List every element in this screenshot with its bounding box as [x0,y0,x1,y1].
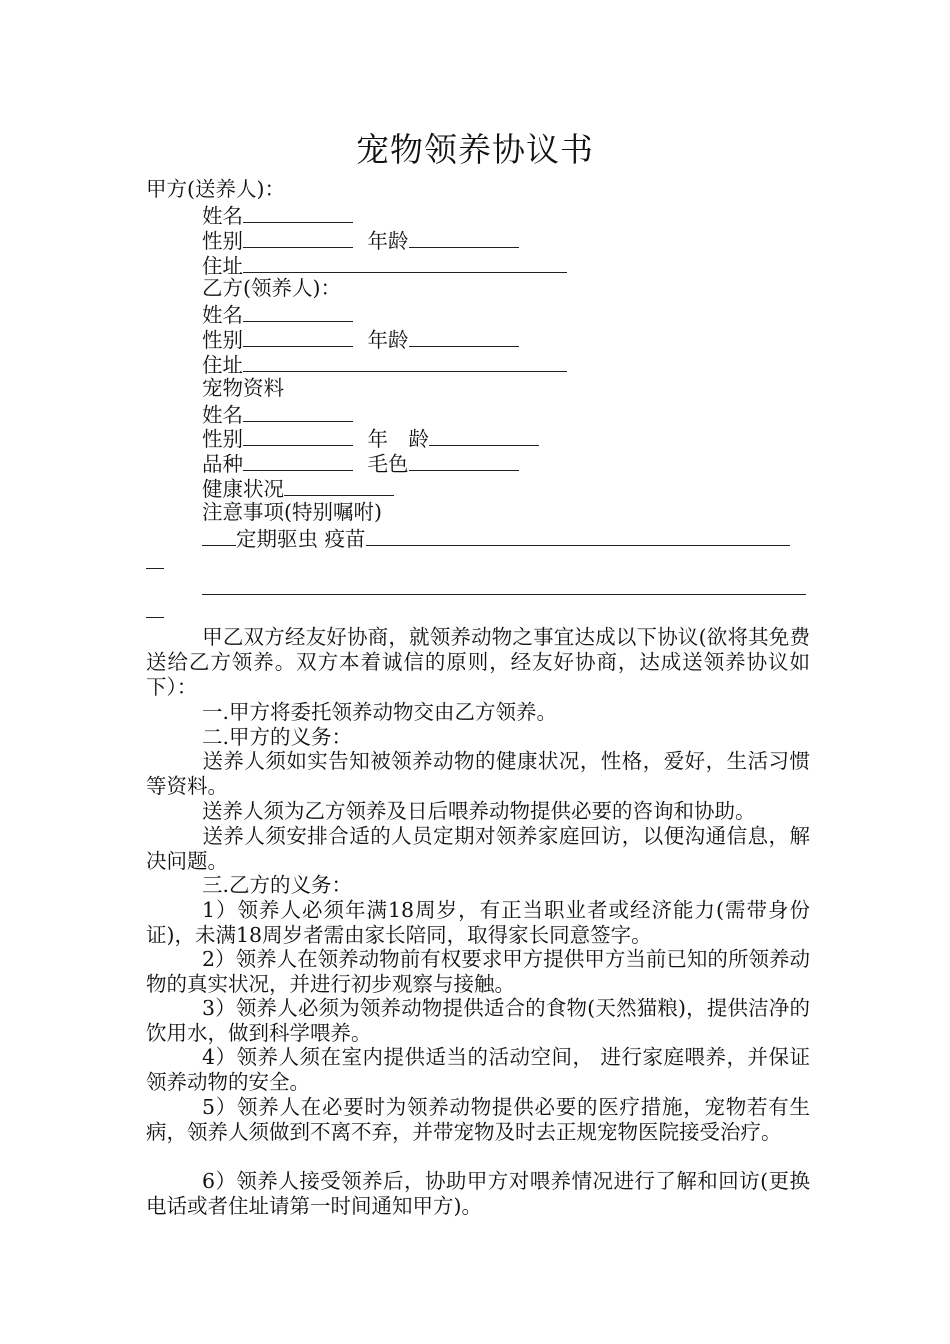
party-b-age-label: 年龄 [367,328,409,352]
party-a-heading: 甲方(送养人)： [146,177,285,201]
party-b-age-blank[interactable] [409,326,519,347]
section-2-p2-text: 送养人须为乙方领养及日后喂养动物提供必要的咨询和协助。 [202,799,756,823]
pet-heading: 宠物资料 [202,376,284,400]
party-b-gender-age-row [202,326,519,353]
item-6 [146,1169,810,1219]
party-a-gender-age-row [202,227,519,254]
pet-gender-blank[interactable] [243,425,353,446]
item-2 [146,947,810,997]
party-a-age-label: 年龄 [367,229,409,253]
section-2-p3 [146,824,810,874]
section-2-p3-text: 送养人须安排合适的人员定期对领养家庭回访，以便沟通信息，解决问题。 [146,824,810,873]
pet-notes-blank[interactable] [366,525,790,546]
pet-notes-value[interactable]: 定期驱虫 疫苗 [236,527,366,551]
party-a-age-blank[interactable] [409,227,519,248]
party-b-name-label: 姓名 [202,303,243,327]
pet-color-blank[interactable] [409,450,519,471]
pet-health-row [202,475,394,502]
party-a-address-blank[interactable] [243,252,567,273]
pet-gender-age-row [202,425,539,452]
party-b-gender-blank[interactable] [243,326,353,347]
party-b-name-blank[interactable] [243,301,353,322]
party-a-gender-blank[interactable] [243,227,353,248]
party-b-address-label: 住址 [202,353,243,377]
section-1: 一.甲方将委托领养动物交由乙方领养。 [202,700,558,724]
item-6-text: 6）领养人接受领养后，协助甲方对喂养情况进行了解和回访(更换电话或者住址请第一时间通知甲方)。 [146,1169,810,1218]
section-2-heading: 二.甲方的义务： [202,725,353,749]
pet-age-blank[interactable] [429,425,539,446]
pet-gender-label: 性别 [202,427,243,451]
pet-notes-lead-blank [202,525,236,546]
pet-name-blank[interactable] [243,401,353,422]
pet-breed-blank[interactable] [243,450,353,471]
section-2-p2 [146,799,810,824]
party-a-gender-label: 性别 [202,229,243,253]
section-3-heading: 三.乙方的义务： [202,873,353,897]
party-b-name-row [202,301,353,328]
pet-breed-color-row [202,450,519,477]
party-a-address-label: 住址 [202,254,243,278]
section-2-p1-text: 送养人须如实告知被领养动物的健康状况，性格，爱好，生活习惯等资料。 [146,749,810,798]
pet-notes-label: 注意事项(特别嘱咐) [202,500,382,524]
notes-rule-tail-2 [146,617,164,618]
party-a-name-blank[interactable] [243,202,353,223]
party-b-address-row [202,351,567,378]
section-2-p1 [146,749,810,799]
party-b-address-blank[interactable] [243,351,567,372]
intro-paragraph [146,625,810,699]
pet-breed-label: 品种 [202,452,243,476]
party-b-gender-label: 性别 [202,328,243,352]
document-title: 宠物领养协议书 [356,130,594,169]
notes-rule-2[interactable] [202,594,806,595]
notes-rule-tail-1 [146,568,164,569]
item-4-text: 4）领养人须在室内提供适当的活动空间， 进行家庭喂养，并保证领养动物的安全。 [146,1045,810,1094]
pet-health-blank[interactable] [284,475,394,496]
party-a-name-row [202,202,353,229]
item-5-text: 5）领养人在必要时为领养动物提供必要的医疗措施，宠物若有生病，领养人须做到不离不弃，并带宠物及时去正规宠物医院接受治疗。 [146,1095,810,1144]
intro-text: 甲乙双方经友好协商，就领养动物之事宜达成以下协议(欲将其免费送给乙方领养。双方本着诚信的原则，经友好协商，达成送领养协议如下）： [146,625,810,699]
party-a-address-row [202,252,567,279]
item-1 [146,898,810,948]
pet-age-label: 年 龄 [367,427,430,451]
pet-color-label: 毛色 [367,452,409,476]
pet-name-row [202,401,353,428]
pet-health-label: 健康状况 [202,477,284,501]
item-5 [146,1095,810,1145]
item-4 [146,1045,810,1095]
party-a-name-label: 姓名 [202,204,243,228]
item-3-text: 3）领养人必须为领养动物提供适合的食物(天然猫粮)，提供洁净的饮用水，做到科学喂养。 [146,996,810,1045]
item-3 [146,996,810,1046]
pet-notes-row [202,525,790,552]
item-2-text: 2）领养人在领养动物前有权要求甲方提供甲方当前已知的所领养动物的真实状况，并进行初步观察与接触。 [146,947,810,996]
item-1-text: 1）领养人必须年满18周岁，有正当职业者或经济能力(需带身份证)，未满18周岁者需由家长陪同，取得家长同意签字。 [146,898,810,947]
party-b-heading: 乙方(领养人)： [202,276,341,300]
pet-name-label: 姓名 [202,403,243,427]
